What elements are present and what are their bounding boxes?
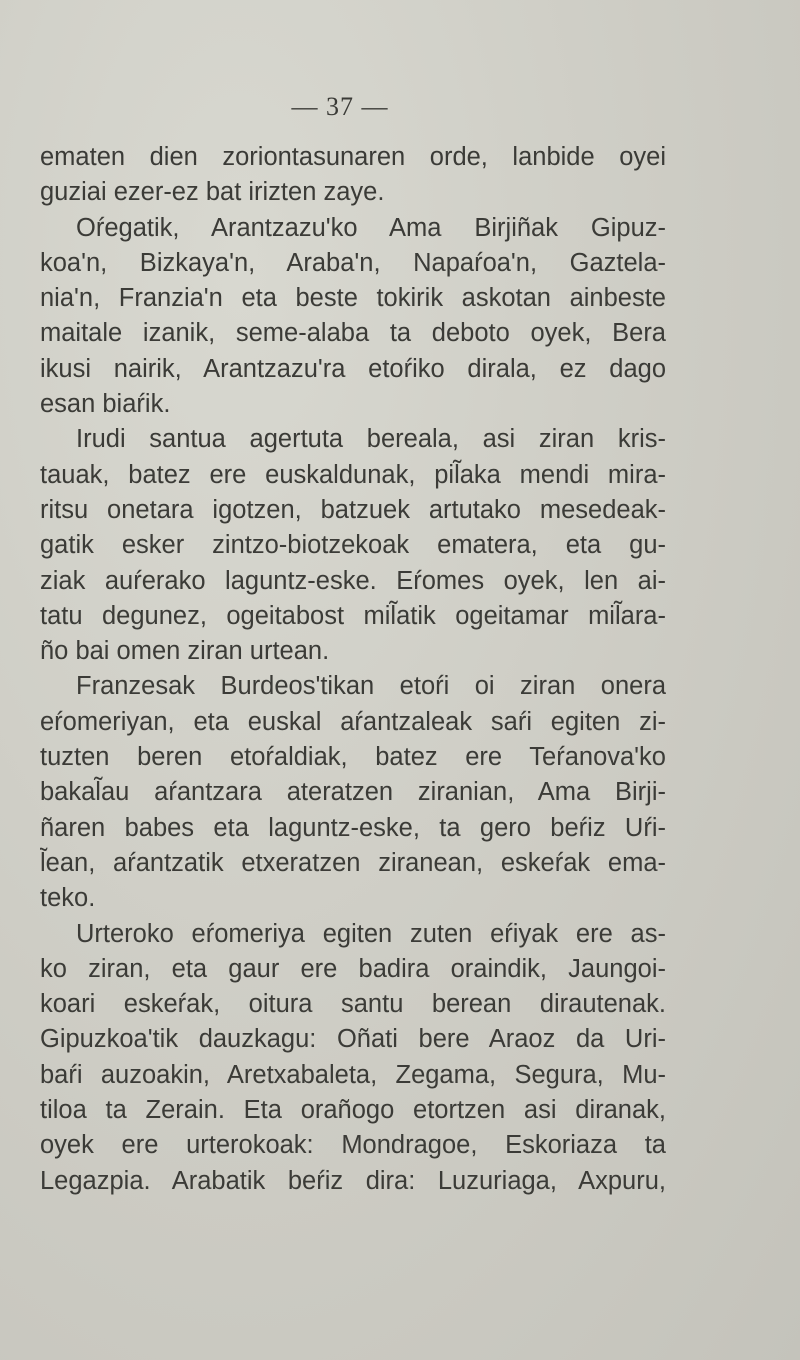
text-line: teko. (40, 884, 96, 913)
text-line: l̃ean, aŕantzatik etxeratzen ziranean, eskeŕak ema- (40, 848, 666, 877)
text-line: tuzten beren etoŕaldiak, batez ere Teŕanova'ko (40, 743, 666, 772)
text-line: tiloa ta Zerain. Eta orañogo etortzen asi diranak, (40, 1096, 666, 1125)
text-line: Franzesak Burdeos'tikan etoŕi oi ziran onera (76, 672, 666, 701)
text-line: nia'n, Franzia'n eta beste tokirik askotan ainbeste (40, 284, 666, 313)
text-line: Irudi santua agertuta bereala, asi ziran kris- (76, 425, 666, 454)
text-line: guziai ezer-ez bat irizten zaye. (40, 178, 385, 207)
text-line: oyek ere urterokoak: Mondragoe, Eskoriaza ta (40, 1131, 666, 1160)
text-line: baŕi auzoakin, Aretxabaleta, Zegama, Segura, Mu- (40, 1060, 666, 1089)
text-line: ño bai omen ziran urtean. (40, 637, 330, 666)
text-line: Urteroko eŕomeriya egiten zuten eŕiyak ere as- (76, 919, 666, 948)
text-line: ikusi nairik, Arantzazu'ra etoŕiko dirala, ez dago (40, 354, 666, 383)
text-line: ziak auŕerako laguntz-eske. Eŕomes oyek, len ai- (40, 566, 666, 595)
text-line: ritsu onetara igotzen, batzuek artutako mesedeak- (40, 495, 666, 524)
text-line: maitale izanik, seme-alaba ta deboto oyek, Bera (40, 319, 666, 348)
page-number: — 37 — (291, 92, 389, 121)
text-line: tatu degunez, ogeitabost mil̃atik ogeitamar mil̃ara- (40, 601, 666, 630)
text-line: Legazpia. Arabatik beŕiz dira: Luzuriaga, Axpuru, (40, 1166, 666, 1195)
text-line: esan biaŕik. (40, 390, 171, 419)
text-line: ematen dien zoriontasunaren orde, lanbide oyei (40, 143, 666, 171)
text-line: Oŕegatik, Arantzazu'ko Ama Birjiñak Gipuz- (76, 213, 666, 242)
text-line: eŕomeriyan, eta euskal aŕantzaleak saŕi egiten zi- (40, 707, 666, 736)
text-line: ko ziran, eta gaur ere badira oraindik, Jaungoi- (40, 954, 666, 983)
text-line: gatik esker zintzo-biotzekoak ematera, eta gu- (40, 531, 666, 560)
body-text (40, 140, 666, 1199)
text-line: bakal̃au aŕantzara ateratzen ziranian, Ama Birji- (40, 778, 666, 807)
text-line: tauak, batez ere euskaldunak, pil̃aka mendi mira- (40, 460, 666, 489)
text-line: ñaren babes eta laguntz-eske, ta gero beŕiz Uŕi- (40, 813, 666, 842)
text-line: Gipuzkoa'tik dauzkagu: Oñati bere Araoz da Uri- (40, 1025, 666, 1054)
text-line: koa'n, Bizkaya'n, Araba'n, Napaŕoa'n, Gaztela- (40, 248, 666, 277)
text-line: koari eskeŕak, oitura santu berean dirautenak. (40, 990, 666, 1019)
